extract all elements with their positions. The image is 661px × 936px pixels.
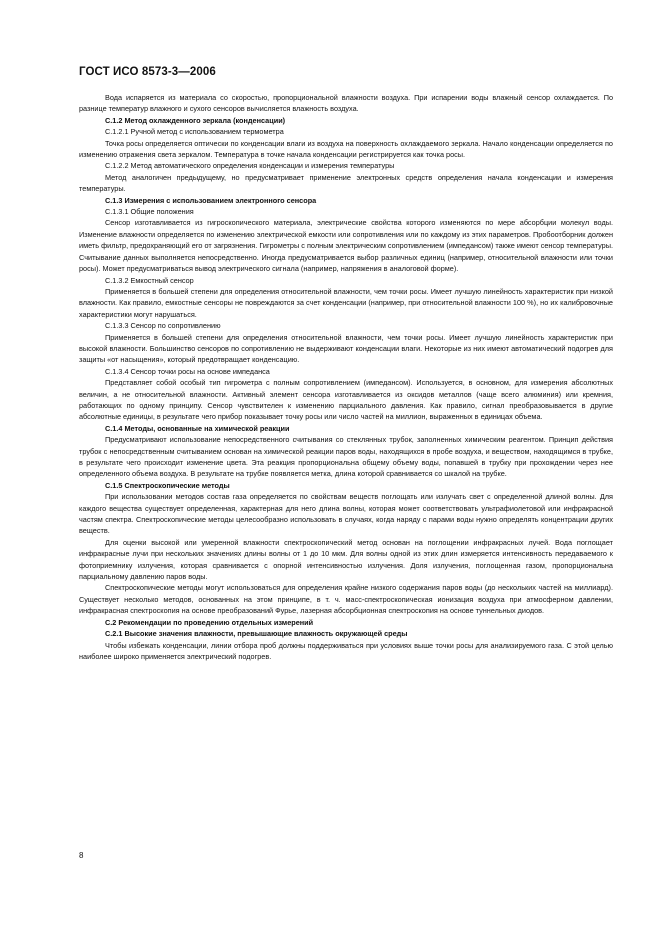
paragraph: Сенсор изготавливается из гигроскопического материала, электрические свойства которого изменяются по мере абсорбции молекул воды. Изменение влажности определяется по изменению электрической емкости или сопротивления или по каждому из этих параметров. Пробоотборник должен иметь фильтр, предохраняющий его от загрязнения. Гигрометры с полным электрическим сопротивлением (импедансом) также имеют сенсор температуры. Считывание данных выполняется непосредственно. Иногда предусматривается выбор различных единиц (например, относительной влажности или точки росы). Может предусматриваться вывод электрического сигнала (например, напряжения в аналоговой форме). [79, 218, 613, 274]
paragraph: С.1.3.4 Сенсор точки росы на основе импеданса [105, 366, 270, 376]
paragraph: С.1.3.1 Общие положения [105, 207, 194, 217]
paragraph: Применяется в большей степени для определения относительной влажности, чем точки росы. Имеет лучшую линейность характеристик при низкой влажности. Как правило, емкостные сенсоры не повреждаются за счет конденсации (например, при относительной влажности 100 %), но их калибровочные характеристики могут нарушаться. [79, 286, 613, 319]
paragraph: При использовании методов состав газа определяется по свойствам веществ поглощать или излучать свет с определенной длиной волны. Для каждого вещества существует определенная, характерная для него длина волны, которая может соответствовать ультрафиолетовой или инфракрасной частям спектра. Спектроскопические методы целесообразно использовать в случаях, когда наряду с парами воды нужно определять концентрации других веществ. [79, 492, 613, 536]
paragraph: Применяется в большей степени для определения относительной влажности, чем точки росы. Имеет лучшую линейность характеристик при высокой влажности. Большинство сенсоров по сопротивлению не выдерживают конденсации влаги. Некоторые из них имеют автоматический подогрев для защиты «от насыщения», который предотвращает конденсацию. [79, 332, 613, 365]
paragraph: С.1.2.2 Метод автоматического определения конденсации и измерения температуры [105, 161, 395, 171]
paragraph: С.1.2.1 Ручной метод с использованием термометра [105, 127, 284, 137]
paragraph: С.1.3.3 Сенсор по сопротивлению [105, 321, 221, 331]
paragraph: Чтобы избежать конденсации, линии отбора проб должны поддерживаться при условиях выше точки росы для анализируемого газа. С этой целью наиболее широко применяется электрический подогрев. [79, 640, 613, 661]
paragraph: Для оценки высокой или умеренной влажности спектроскопический метод основан на поглощении инфракрасных лучей. Вода поглощает инфракрасные лучи при нескольких значениях длины волны от 1 до 10 мкм. Для волны одной из этих длин измеряется интенсивность передаваемого к фотоприемнику излучения, которая сравнивается с опорной интенсивностью излучения. Доля излучения, поглощенная газом, пропорциональна парциальному давлению паров воды. [79, 537, 613, 582]
paragraph: Точка росы определяется оптически по конденсации влаги из воздуха на поверхность охлаждаемого зеркала. Начало конденсации определяется по изменению отражения света зеркалом. Температура в точке начала конденсации регистрируется как точка росы. [79, 138, 613, 160]
section-heading: С.1.3 Измерения с использованием электронного сенсора [105, 195, 317, 205]
section-heading: С.1.2 Метод охлажденного зеркала (конденсации) [105, 115, 286, 125]
paragraph: Вода испаряется из материала со скоростью, пропорциональной влажности воздуха. При испарении воды влажный сенсор охлаждается. По разнице температур влажного и сухого сенсоров вычисляется влажность воздуха. [79, 93, 613, 114]
section-heading: С.1.5 Спектроскопические методы [105, 480, 230, 490]
paragraph: Метод аналогичен предыдущему, но предусматривает применение электронных средств определения начала конденсации и измерения температуры. [79, 172, 613, 194]
section-heading: С.1.4 Методы, основанные на химической реакции [105, 423, 290, 433]
document-body [79, 92, 613, 662]
page-number: 8 [79, 851, 84, 860]
paragraph: Предусматривают использование непосредственного считывания со стеклянных трубок, заполненных химическим реагентом. Принцип действия трубок с непосредственным считыванием основан на химической реакции паров воды, находящихся в пробе воздуха, и веществом, находящимся в трубке, в результате чего происходит изменение цвета. Эта реакция пропорциональна общему объему воды, попавшей в трубку при прохождении через нее определенного объема воздуха. В результате на трубке появляется метка, длина которой сравнивается со шкалой на трубке. [79, 435, 613, 479]
paragraph: Спектроскопические методы могут использоваться для определения крайне низкого содержания паров воды (до нескольких частей на миллиард). Существует несколько методов, основанных на этом принципе, в т. ч. масс-спектроскопическая ионизация воздуха при атмосферном давлении, инфракрасная спектроскопия на основе преобразований Фурье, лазерная абсорбционная спектроскопия на основе туннельных диодов. [79, 583, 613, 616]
section-heading: С.2 Рекомендации по проведению отдельных измерений [105, 617, 314, 627]
section-heading: С.2.1 Высокие значения влажности, превышающие влажность окружающей среды [105, 629, 408, 639]
paragraph: Представляет собой особый тип гигрометра с полным сопротивлением (импедансом). Используется, в основном, для измерения абсолютных величин, а не относительной влажности. Активный элемент сенсора изготавливается из оксидов металлов (чаще всего алюминия) или кремния, работающих по одному принципу. Сенсор чувствителен к изменению парциального давления. Как правило, сигнал преобразовывается в другие абсолютные единицы, в результате чего прибор показывает точку росы или число частей на миллион, выраженных в единицах объема. [79, 378, 613, 422]
document-header: ГОСТ ИСО 8573-3—2006 [79, 66, 216, 78]
paragraph: С.1.3.2 Емкостный сенсор [105, 275, 194, 285]
